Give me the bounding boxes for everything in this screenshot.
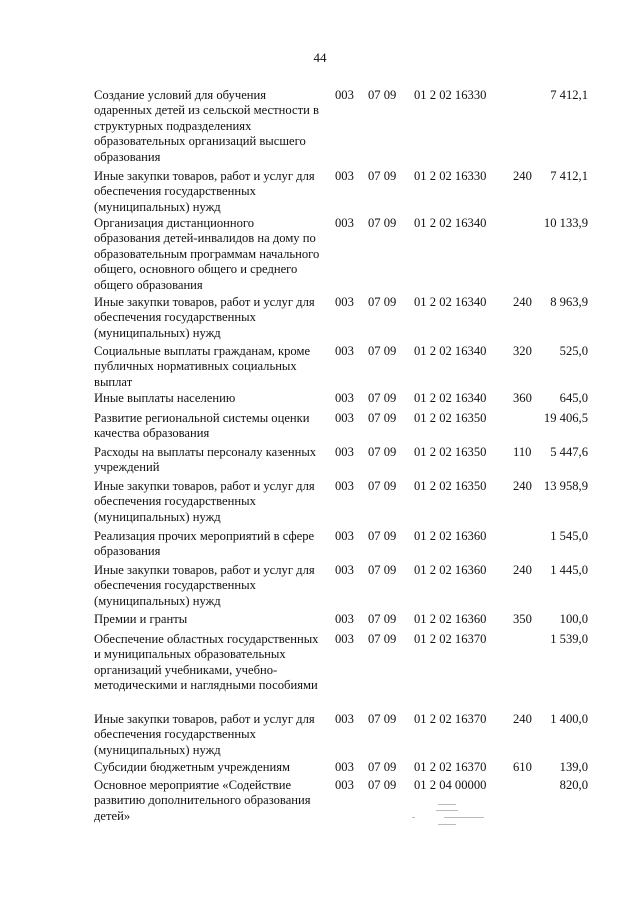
scan-smudge (400, 800, 510, 830)
row-expense-type: 240 (513, 712, 532, 726)
row-amount: 525,0 (559, 344, 588, 358)
row-description: Обеспечение областных государственных и муниципальных образовательных организаций учебниками, учебно-методическими и наглядными пособиями (94, 632, 319, 693)
row-section-code: 07 09 (368, 632, 397, 646)
row-expense-type: 350 (513, 612, 532, 626)
row-description: Реализация прочих мероприятий в сфере образования (94, 529, 315, 559)
row-ministry-code: 003 (335, 529, 354, 543)
row-description: Создание условий для обучения одаренных детей из сельской местности в структурных подразделениях образовательных организаций высшего образования (94, 88, 319, 164)
row-ministry-code: 003 (335, 445, 354, 459)
row-expense-type: 610 (513, 760, 532, 774)
row-description: Иные закупки товаров, работ и услуг для обеспечения государственных (муниципальных) нужд (94, 712, 315, 757)
row-expense-type: 240 (513, 169, 532, 183)
row-target-article: 01 2 02 16360 (414, 529, 487, 543)
row-amount: 7 412,1 (550, 169, 588, 183)
row-target-article: 01 2 02 16370 (414, 760, 487, 774)
row-ministry-code: 003 (335, 169, 354, 183)
row-ministry-code: 003 (335, 411, 354, 425)
row-expense-type: 110 (513, 445, 532, 459)
row-target-article: 01 2 02 16340 (414, 391, 487, 405)
row-amount: 645,0 (559, 391, 588, 405)
row-amount: 100,0 (559, 612, 588, 626)
row-amount: 820,0 (559, 778, 588, 792)
row-description: Социальные выплаты гражданам, кроме публичных нормативных социальных выплат (94, 344, 311, 389)
row-ministry-code: 003 (335, 344, 354, 358)
row-section-code: 07 09 (368, 88, 397, 102)
row-ministry-code: 003 (335, 295, 354, 309)
row-ministry-code: 003 (335, 88, 354, 102)
row-target-article: 01 2 02 16360 (414, 563, 487, 577)
row-section-code: 07 09 (368, 529, 397, 543)
row-description: Иные выплаты населению (94, 391, 236, 405)
row-section-code: 07 09 (368, 479, 397, 493)
row-target-article: 01 2 02 16350 (414, 445, 487, 459)
row-target-article: 01 2 02 16350 (414, 411, 487, 425)
row-section-code: 07 09 (368, 445, 397, 459)
row-ministry-code: 003 (335, 216, 354, 230)
row-ministry-code: 003 (335, 632, 354, 646)
row-section-code: 07 09 (368, 344, 397, 358)
row-target-article: 01 2 02 16330 (414, 88, 487, 102)
row-amount: 7 412,1 (550, 88, 588, 102)
row-target-article: 01 2 02 16340 (414, 344, 487, 358)
row-amount: 10 133,9 (543, 216, 588, 230)
row-description: Основное мероприятие «Содействие развитию дополнительного образования детей» (94, 778, 311, 823)
row-amount: 13 958,9 (543, 479, 588, 493)
row-section-code: 07 09 (368, 712, 397, 726)
row-section-code: 07 09 (368, 216, 397, 230)
row-ministry-code: 003 (335, 778, 354, 792)
row-expense-type: 240 (513, 295, 532, 309)
row-description: Иные закупки товаров, работ и услуг для обеспечения государственных (муниципальных) нужд (94, 295, 315, 340)
row-section-code: 07 09 (368, 778, 397, 792)
row-ministry-code: 003 (335, 391, 354, 405)
row-target-article: 01 2 02 16330 (414, 169, 487, 183)
row-expense-type: 320 (513, 344, 532, 358)
row-description: Иные закупки товаров, работ и услуг для обеспечения государственных (муниципальных) нужд (94, 479, 315, 524)
row-target-article: 01 2 04 00000 (414, 778, 487, 792)
row-section-code: 07 09 (368, 760, 397, 774)
row-amount: 19 406,5 (543, 411, 588, 425)
row-section-code: 07 09 (368, 563, 397, 577)
row-amount: 139,0 (559, 760, 588, 774)
row-ministry-code: 003 (335, 563, 354, 577)
row-target-article: 01 2 02 16340 (414, 295, 487, 309)
row-section-code: 07 09 (368, 612, 397, 626)
row-target-article: 01 2 02 16350 (414, 479, 487, 493)
row-amount: 1 539,0 (550, 632, 588, 646)
row-section-code: 07 09 (368, 169, 397, 183)
row-amount: 1 545,0 (550, 529, 588, 543)
row-section-code: 07 09 (368, 411, 397, 425)
row-ministry-code: 003 (335, 712, 354, 726)
row-target-article: 01 2 02 16340 (414, 216, 487, 230)
row-section-code: 07 09 (368, 391, 397, 405)
row-target-article: 01 2 02 16370 (414, 632, 487, 646)
row-description: Субсидии бюджетным учреждениям (94, 760, 290, 774)
row-target-article: 01 2 02 16360 (414, 612, 487, 626)
row-amount: 8 963,9 (550, 295, 588, 309)
row-description: Иные закупки товаров, работ и услуг для обеспечения государственных (муниципальных) нужд (94, 563, 315, 608)
row-expense-type: 360 (513, 391, 532, 405)
row-amount: 1 445,0 (550, 563, 588, 577)
row-description: Премии и гранты (94, 612, 188, 626)
row-ministry-code: 003 (335, 760, 354, 774)
row-ministry-code: 003 (335, 612, 354, 626)
row-ministry-code: 003 (335, 479, 354, 493)
row-description: Организация дистанционного образования детей-инвалидов на дому по образовательным программам начального общего, основного общего и среднего общего образования (94, 216, 320, 292)
row-amount: 1 400,0 (550, 712, 588, 726)
row-description: Расходы на выплаты персоналу казенных учреждений (94, 445, 317, 475)
row-section-code: 07 09 (368, 295, 397, 309)
row-target-article: 01 2 02 16370 (414, 712, 487, 726)
row-expense-type: 240 (513, 479, 532, 493)
row-expense-type: 240 (513, 563, 532, 577)
row-amount: 5 447,6 (550, 445, 588, 459)
page-number: 44 (313, 50, 327, 65)
row-description: Иные закупки товаров, работ и услуг для обеспечения государственных (муниципальных) нужд (94, 169, 315, 214)
row-description: Развитие региональной системы оценки качества образования (94, 411, 310, 441)
